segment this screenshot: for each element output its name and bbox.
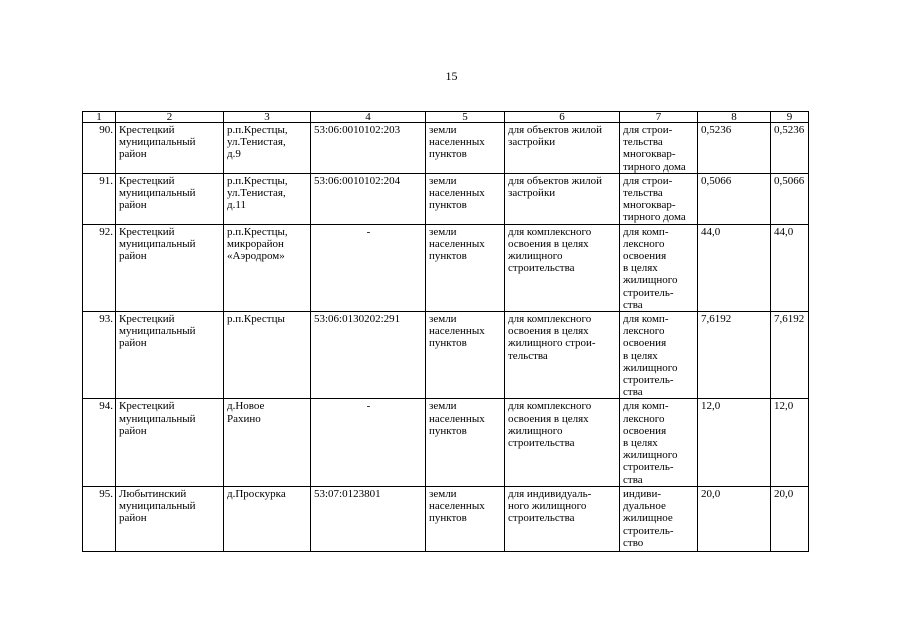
cadastral-number-cell: 53:07:0123801 bbox=[311, 486, 426, 551]
row-number: 93. bbox=[83, 312, 116, 399]
area-total-cell: 44,0 bbox=[771, 224, 809, 311]
area-cell: 0,5236 bbox=[698, 123, 771, 174]
district-cell: Любытинский муниципальный район bbox=[116, 486, 224, 551]
area-cell: 44,0 bbox=[698, 224, 771, 311]
row-number: 94. bbox=[83, 399, 116, 486]
land-category-cell: земли населенных пунктов bbox=[426, 312, 505, 399]
permitted-use-cell: для комплексного освоения в целях жилищного строительства bbox=[505, 224, 620, 311]
district-cell: Крестецкий муниципальный район bbox=[116, 312, 224, 399]
location-cell: д.Новое Рахино bbox=[224, 399, 311, 486]
land-category-cell: земли населенных пунктов bbox=[426, 123, 505, 174]
header-cell: 5 bbox=[426, 112, 505, 123]
table-row bbox=[83, 312, 809, 399]
row-number: 91. bbox=[83, 173, 116, 224]
header-cell: 2 bbox=[116, 112, 224, 123]
header-cell: 3 bbox=[224, 112, 311, 123]
area-total-cell: 7,6192 bbox=[771, 312, 809, 399]
permitted-use-cell: для объектов жилой застройки bbox=[505, 123, 620, 174]
table-row bbox=[83, 224, 809, 311]
row-number: 90. bbox=[83, 123, 116, 174]
cadastral-number-cell: 53:06:0130202:291 bbox=[311, 312, 426, 399]
table-row bbox=[83, 399, 809, 486]
district-cell: Крестецкий муниципальный район bbox=[116, 123, 224, 174]
header-cell: 1 bbox=[83, 112, 116, 123]
purpose-cell: индиви- дуальное жилищное строитель- ство bbox=[620, 486, 698, 551]
table-row bbox=[83, 173, 809, 224]
cadastral-number-cell: 53:06:0010102:203 bbox=[311, 123, 426, 174]
cadastral-number-cell: - bbox=[311, 399, 426, 486]
header-cell: 7 bbox=[620, 112, 698, 123]
header-cell: 6 bbox=[505, 112, 620, 123]
table-row bbox=[83, 486, 809, 551]
location-cell: р.п.Крестцы bbox=[224, 312, 311, 399]
purpose-cell: для строи- тельства многоквар- тирного дома bbox=[620, 173, 698, 224]
area-total-cell: 20,0 bbox=[771, 486, 809, 551]
permitted-use-cell: для объектов жилой застройки bbox=[505, 173, 620, 224]
area-cell: 12,0 bbox=[698, 399, 771, 486]
header-cell: 4 bbox=[311, 112, 426, 123]
header-cell: 8 bbox=[698, 112, 771, 123]
location-cell: р.п.Крестцы, ул.Тенистая, д.9 bbox=[224, 123, 311, 174]
location-cell: р.п.Крестцы, микрорайон «Аэродром» bbox=[224, 224, 311, 311]
purpose-cell: для комп- лексного освоения в целях жилищного строитель- ства bbox=[620, 312, 698, 399]
location-cell: р.п.Крестцы, ул.Тенистая, д.11 bbox=[224, 173, 311, 224]
district-cell: Крестецкий муниципальный район bbox=[116, 399, 224, 486]
row-number: 95. bbox=[83, 486, 116, 551]
cadastral-number-cell: - bbox=[311, 224, 426, 311]
cadastral-number-cell: 53:06:0010102:204 bbox=[311, 173, 426, 224]
purpose-cell: для комп- лексного освоения в целях жилищного строитель- ства bbox=[620, 224, 698, 311]
land-category-cell: земли населенных пунктов bbox=[426, 224, 505, 311]
area-total-cell: 12,0 bbox=[771, 399, 809, 486]
area-cell: 7,6192 bbox=[698, 312, 771, 399]
purpose-cell: для комп- лексного освоения в целях жилищного строитель- ства bbox=[620, 399, 698, 486]
area-cell: 20,0 bbox=[698, 486, 771, 551]
row-number: 92. bbox=[83, 224, 116, 311]
land-category-cell: земли населенных пунктов bbox=[426, 173, 505, 224]
area-cell: 0,5066 bbox=[698, 173, 771, 224]
purpose-cell: для строи- тельства многоквар- тирного дома bbox=[620, 123, 698, 174]
land-plots-table bbox=[82, 111, 809, 552]
location-cell: д.Проскурка bbox=[224, 486, 311, 551]
page-number: 15 bbox=[445, 69, 458, 83]
district-cell: Крестецкий муниципальный район bbox=[116, 173, 224, 224]
land-category-cell: земли населенных пунктов bbox=[426, 399, 505, 486]
table-row bbox=[83, 123, 809, 174]
permitted-use-cell: для комплексного освоения в целях жилищного строи- тельства bbox=[505, 312, 620, 399]
table-header-row bbox=[83, 112, 809, 123]
permitted-use-cell: для индивидуаль- ного жилищного строительства bbox=[505, 486, 620, 551]
district-cell: Крестецкий муниципальный район bbox=[116, 224, 224, 311]
header-cell: 9 bbox=[771, 112, 809, 123]
area-total-cell: 0,5236 bbox=[771, 123, 809, 174]
permitted-use-cell: для комплексного освоения в целях жилищного строительства bbox=[505, 399, 620, 486]
land-category-cell: земли населенных пунктов bbox=[426, 486, 505, 551]
area-total-cell: 0,5066 bbox=[771, 173, 809, 224]
